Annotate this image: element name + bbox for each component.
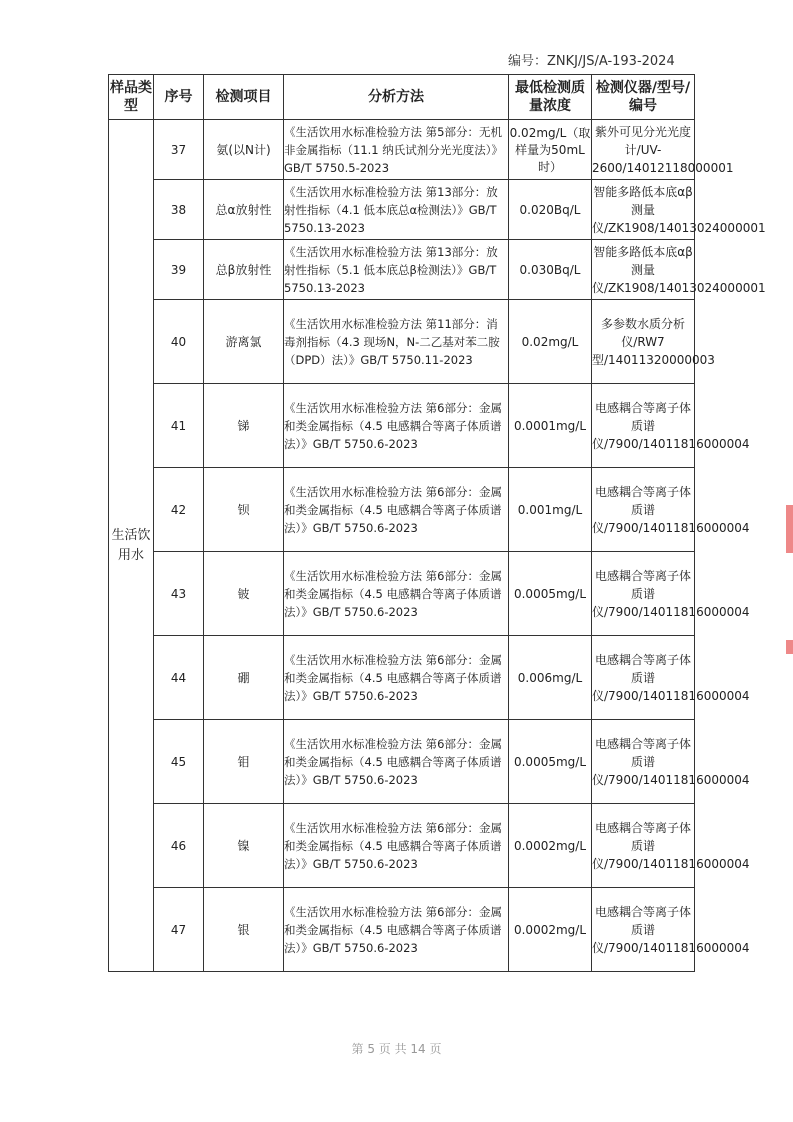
item-cell: 总α放射性 xyxy=(204,180,284,240)
detection-method-table xyxy=(108,74,766,972)
instrument-cell: 紫外可见分光光度计/UV-2600/14012118000001 xyxy=(592,120,695,180)
method-cell: 《生活饮用水标准检验方法 第6部分：金属和类金属指标（4.5 电感耦合等离子体质谱法）》GB/T 5750.6-2023 xyxy=(284,720,509,804)
item-cell: 钡 xyxy=(204,468,284,552)
seq-cell: 47 xyxy=(154,888,204,972)
seq-cell: 46 xyxy=(154,804,204,888)
instrument-cell: 智能多路低本底αβ测量仪/ZK1908/14013024000001 xyxy=(592,180,695,240)
table-row xyxy=(109,180,695,240)
edge-seal-mark xyxy=(786,640,793,654)
seq-cell: 42 xyxy=(154,468,204,552)
item-cell: 铍 xyxy=(204,552,284,636)
seq-cell: 43 xyxy=(154,552,204,636)
item-cell: 银 xyxy=(204,888,284,972)
page-footer: 第 5 页 共 14 页 xyxy=(351,1042,442,1056)
item-cell: 游离氯 xyxy=(204,300,284,384)
table-row xyxy=(109,300,695,384)
header-min-conc: 最低检测质量浓度 xyxy=(509,75,592,120)
table-row xyxy=(109,552,695,636)
method-cell: 《生活饮用水标准检验方法 第6部分：金属和类金属指标（4.5 电感耦合等离子体质谱法）》GB/T 5750.6-2023 xyxy=(284,804,509,888)
item-cell: 氨(以N计) xyxy=(204,120,284,180)
table-row xyxy=(109,636,695,720)
table-row xyxy=(109,888,695,972)
concentration-cell: 0.0002mg/L xyxy=(509,888,592,972)
table-row xyxy=(109,120,695,180)
concentration-cell: 0.006mg/L xyxy=(509,636,592,720)
concentration-cell: 0.0005mg/L xyxy=(509,720,592,804)
table-header-row xyxy=(109,75,695,120)
method-cell: 《生活饮用水标准检验方法 第11部分：消毒剂指标（4.3 现场N，N-二乙基对苯二胺（DPD）法）》GB/T 5750.11-2023 xyxy=(284,300,509,384)
instrument-cell: 电感耦合等离子体质谱仪/7900/14011816000004 xyxy=(592,384,695,468)
concentration-cell: 0.0001mg/L xyxy=(509,384,592,468)
method-cell: 《生活饮用水标准检验方法 第6部分：金属和类金属指标（4.5 电感耦合等离子体质谱法）》GB/T 5750.6-2023 xyxy=(284,384,509,468)
instrument-cell: 电感耦合等离子体质谱仪/7900/14011816000004 xyxy=(592,636,695,720)
method-cell: 《生活饮用水标准检验方法 第13部分：放射性指标（5.1 低本底总β检测法）》GB/T 5750.13-2023 xyxy=(284,240,509,300)
method-cell: 《生活饮用水标准检验方法 第6部分：金属和类金属指标（4.5 电感耦合等离子体质谱法）》GB/T 5750.6-2023 xyxy=(284,552,509,636)
table-row xyxy=(109,468,695,552)
concentration-cell: 0.0005mg/L xyxy=(509,552,592,636)
method-cell: 《生活饮用水标准检验方法 第6部分：金属和类金属指标（4.5 电感耦合等离子体质谱法）》GB/T 5750.6-2023 xyxy=(284,636,509,720)
concentration-cell: 0.020Bq/L xyxy=(509,180,592,240)
method-cell: 《生活饮用水标准检验方法 第6部分：金属和类金属指标（4.5 电感耦合等离子体质谱法）》GB/T 5750.6-2023 xyxy=(284,468,509,552)
method-cell: 《生活饮用水标准检验方法 第5部分：无机非金属指标（11.1 纳氏试剂分光光度法）》GB/T 5750.5-2023 xyxy=(284,120,509,180)
item-cell: 硼 xyxy=(204,636,284,720)
seq-cell: 44 xyxy=(154,636,204,720)
header-instrument: 检测仪器/型号/编号 xyxy=(592,75,695,120)
header-sample-type: 样品类型 xyxy=(109,75,154,120)
concentration-cell: 0.02mg/L xyxy=(509,300,592,384)
instrument-cell: 多参数水质分析仪/RW7型/14011320000003 xyxy=(592,300,695,384)
sample-type-cell: 生活饮用水 xyxy=(109,120,154,972)
seq-cell: 39 xyxy=(154,240,204,300)
instrument-cell: 电感耦合等离子体质谱仪/7900/14011816000004 xyxy=(592,720,695,804)
header-seq: 序号 xyxy=(154,75,204,120)
instrument-cell: 电感耦合等离子体质谱仪/7900/14011816000004 xyxy=(592,552,695,636)
table-row xyxy=(109,720,695,804)
document-number: 编号：ZNKJ/JS/A-193-2024 xyxy=(508,54,675,69)
table-row xyxy=(109,240,695,300)
method-cell: 《生活饮用水标准检验方法 第6部分：金属和类金属指标（4.5 电感耦合等离子体质谱法）》GB/T 5750.6-2023 xyxy=(284,888,509,972)
table-row xyxy=(109,384,695,468)
instrument-cell: 电感耦合等离子体质谱仪/7900/14011816000004 xyxy=(592,468,695,552)
concentration-cell: 0.030Bq/L xyxy=(509,240,592,300)
edge-seal-mark xyxy=(786,505,793,553)
item-cell: 钼 xyxy=(204,720,284,804)
seq-cell: 38 xyxy=(154,180,204,240)
seq-cell: 40 xyxy=(154,300,204,384)
item-cell: 锑 xyxy=(204,384,284,468)
instrument-cell: 电感耦合等离子体质谱仪/7900/14011816000004 xyxy=(592,804,695,888)
item-cell: 镍 xyxy=(204,804,284,888)
concentration-cell: 0.0002mg/L xyxy=(509,804,592,888)
seq-cell: 45 xyxy=(154,720,204,804)
method-cell: 《生活饮用水标准检验方法 第13部分：放射性指标（4.1 低本底总α检测法）》GB/T 5750.13-2023 xyxy=(284,180,509,240)
concentration-cell: 0.001mg/L xyxy=(509,468,592,552)
table-row xyxy=(109,804,695,888)
seq-cell: 41 xyxy=(154,384,204,468)
header-item: 检测项目 xyxy=(204,75,284,120)
instrument-cell: 智能多路低本底αβ测量仪/ZK1908/14013024000001 xyxy=(592,240,695,300)
concentration-cell: 0.02mg/L（取样量为50mL时） xyxy=(509,120,592,180)
instrument-cell: 电感耦合等离子体质谱仪/7900/14011816000004 xyxy=(592,888,695,972)
seq-cell: 37 xyxy=(154,120,204,180)
item-cell: 总β放射性 xyxy=(204,240,284,300)
header-method: 分析方法 xyxy=(284,75,509,120)
